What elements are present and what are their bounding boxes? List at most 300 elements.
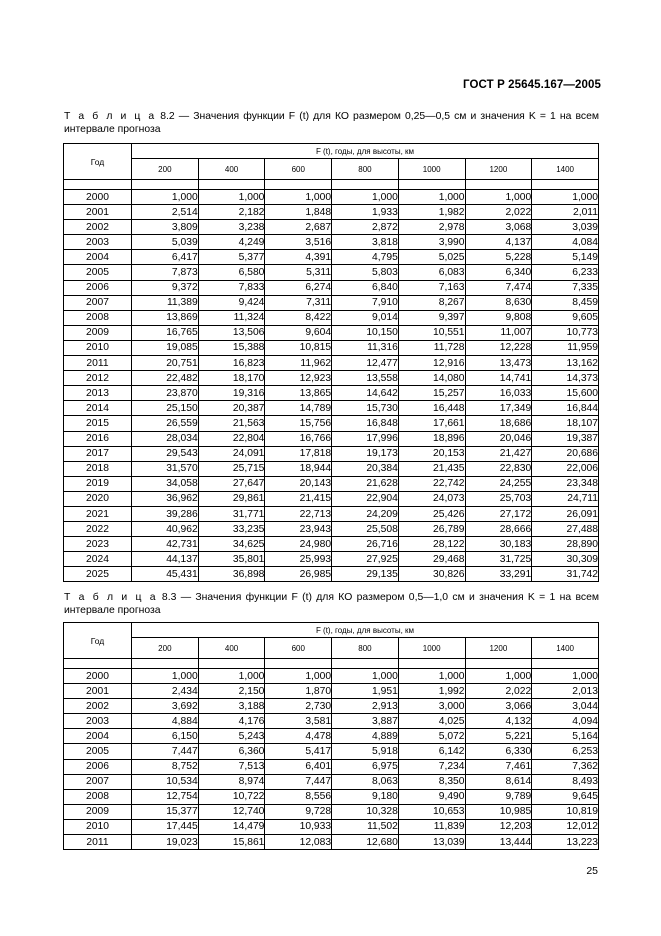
value-cell: 10,985 [465,804,532,819]
value-cell: 17,661 [398,416,465,431]
value-cell: 23,348 [532,476,599,491]
value-cell: 14,642 [332,386,399,401]
value-cell: 9,424 [198,295,265,310]
value-cell: 3,238 [198,220,265,235]
value-cell: 5,377 [198,250,265,265]
value-cell: 14,080 [398,371,465,386]
value-cell: 13,444 [465,835,532,850]
value-cell: 20,387 [198,401,265,416]
value-cell: 12,923 [265,371,332,386]
value-cell: 28,666 [465,522,532,537]
value-cell: 20,143 [265,476,332,491]
value-cell: 2,730 [265,699,332,714]
value-cell: 4,176 [198,714,265,729]
year-column-header: Год [64,144,132,180]
table-row [64,446,599,461]
value-cell: 5,221 [465,729,532,744]
table-row [64,669,599,684]
year-cell: 2000 [64,190,132,205]
value-cell: 10,534 [132,774,199,789]
value-cell: 1,000 [132,190,199,205]
document-header: ГОСТ Р 25645.167—2005 [463,79,601,91]
table-caption [64,110,599,136]
table-row [64,552,599,567]
value-cell: 39,286 [132,506,199,521]
value-cell: 1,000 [198,190,265,205]
value-cell: 12,228 [465,340,532,355]
year-cell: 2007 [64,774,132,789]
spacer-cell [332,659,399,669]
value-cell: 13,223 [532,835,599,850]
value-cell: 6,975 [332,759,399,774]
spacer-cell [265,659,332,669]
value-cell: 29,861 [198,491,265,506]
value-cell: 13,162 [532,356,599,371]
value-cell: 18,944 [265,461,332,476]
value-cell: 26,091 [532,506,599,521]
year-cell: 2000 [64,669,132,684]
altitude-header: 400 [198,638,265,659]
value-cell: 25,508 [332,522,399,537]
value-cell: 23,943 [265,522,332,537]
value-cell: 5,228 [465,250,532,265]
value-cell: 13,473 [465,356,532,371]
value-cell: 21,415 [265,491,332,506]
spacer-cell [265,180,332,190]
value-cell: 16,765 [132,325,199,340]
value-cell: 3,068 [465,220,532,235]
value-cell: 3,887 [332,714,399,729]
table-row [64,416,599,431]
value-cell: 2,022 [465,205,532,220]
value-cell: 8,422 [265,310,332,325]
value-cell: 11,502 [332,819,399,834]
value-cell: 4,137 [465,235,532,250]
value-cell: 4,391 [265,250,332,265]
spacer-cell [398,180,465,190]
table-row [64,295,599,310]
value-cell: 26,789 [398,522,465,537]
value-cell: 33,235 [198,522,265,537]
value-cell: 24,255 [465,476,532,491]
value-cell: 6,274 [265,280,332,295]
year-column-header: Год [64,623,132,659]
value-cell: 18,686 [465,416,532,431]
altitude-header: 1000 [398,159,465,180]
year-cell: 2019 [64,476,132,491]
value-cell: 29,135 [332,567,399,582]
value-cell: 9,645 [532,789,599,804]
value-cell: 9,789 [465,789,532,804]
function-header: F (t), годы, для высоты, км [132,623,599,638]
value-cell: 15,756 [265,416,332,431]
table-row [64,431,599,446]
altitude-header: 1200 [465,638,532,659]
value-cell: 3,809 [132,220,199,235]
value-cell: 3,000 [398,699,465,714]
value-cell: 27,488 [532,522,599,537]
value-cell: 21,427 [465,446,532,461]
year-cell: 2018 [64,461,132,476]
value-cell: 29,543 [132,446,199,461]
table-row [64,567,599,582]
value-cell: 1,000 [265,190,332,205]
value-cell: 5,243 [198,729,265,744]
data-table [63,622,599,850]
year-cell: 2004 [64,250,132,265]
value-cell: 6,142 [398,744,465,759]
value-cell: 22,713 [265,506,332,521]
value-cell: 1,000 [398,669,465,684]
value-cell: 22,804 [198,431,265,446]
year-cell: 2012 [64,371,132,386]
value-cell: 24,980 [265,537,332,552]
table-row [64,774,599,789]
altitude-header: 1400 [532,159,599,180]
table-row [64,744,599,759]
value-cell: 34,058 [132,476,199,491]
value-cell: 5,918 [332,744,399,759]
value-cell: 21,435 [398,461,465,476]
value-cell: 2,013 [532,684,599,699]
value-cell: 5,072 [398,729,465,744]
value-cell: 10,722 [198,789,265,804]
year-cell: 2007 [64,295,132,310]
value-cell: 2,687 [265,220,332,235]
value-cell: 13,506 [198,325,265,340]
value-cell: 28,890 [532,537,599,552]
value-cell: 28,034 [132,431,199,446]
year-cell: 2006 [64,759,132,774]
value-cell: 19,023 [132,835,199,850]
year-cell: 2003 [64,714,132,729]
value-cell: 15,388 [198,340,265,355]
value-cell: 12,680 [332,835,399,850]
value-cell: 16,033 [465,386,532,401]
value-cell: 11,839 [398,819,465,834]
value-cell: 4,889 [332,729,399,744]
table-row [64,804,599,819]
year-cell: 2001 [64,205,132,220]
value-cell: 4,025 [398,714,465,729]
value-cell: 1,848 [265,205,332,220]
value-cell: 19,316 [198,386,265,401]
value-cell: 9,490 [398,789,465,804]
table-row [64,476,599,491]
year-cell: 2006 [64,280,132,295]
caption-text: — Значения функции F (t) для КО размером 0,5—1,0 см и значения K = 1 на всем интервале прогноза [64,592,599,616]
value-cell: 15,600 [532,386,599,401]
value-cell: 34,625 [198,537,265,552]
spacer-cell [64,180,132,190]
spacer-cell [465,180,532,190]
value-cell: 12,740 [198,804,265,819]
value-cell: 16,448 [398,401,465,416]
value-cell: 16,844 [532,401,599,416]
year-cell: 2008 [64,789,132,804]
value-cell: 24,209 [332,506,399,521]
value-cell: 6,401 [265,759,332,774]
value-cell: 7,461 [465,759,532,774]
table-row [64,356,599,371]
value-cell: 3,818 [332,235,399,250]
year-cell: 2001 [64,684,132,699]
value-cell: 22,482 [132,371,199,386]
value-cell: 6,840 [332,280,399,295]
value-cell: 8,459 [532,295,599,310]
table-row [64,819,599,834]
table-row [64,205,599,220]
year-cell: 2023 [64,537,132,552]
value-cell: 4,094 [532,714,599,729]
table-row [64,461,599,476]
value-cell: 19,173 [332,446,399,461]
value-cell: 33,291 [465,567,532,582]
value-cell: 10,328 [332,804,399,819]
table-row [64,280,599,295]
value-cell: 3,188 [198,699,265,714]
value-cell: 22,006 [532,461,599,476]
altitude-header: 200 [132,638,199,659]
table-row [64,325,599,340]
value-cell: 7,873 [132,265,199,280]
value-cell: 31,771 [198,506,265,521]
spacer-cell [132,180,199,190]
value-cell: 27,647 [198,476,265,491]
value-cell: 29,468 [398,552,465,567]
value-cell: 4,884 [132,714,199,729]
value-cell: 6,083 [398,265,465,280]
value-cell: 20,153 [398,446,465,461]
year-cell: 2011 [64,356,132,371]
value-cell: 15,730 [332,401,399,416]
value-cell: 6,253 [532,744,599,759]
value-cell: 4,249 [198,235,265,250]
year-cell: 2004 [64,729,132,744]
value-cell: 12,754 [132,789,199,804]
value-cell: 13,865 [265,386,332,401]
value-cell: 2,913 [332,699,399,714]
value-cell: 17,818 [265,446,332,461]
table-row [64,506,599,521]
value-cell: 3,044 [532,699,599,714]
value-cell: 3,516 [265,235,332,250]
value-cell: 7,447 [265,774,332,789]
value-cell: 6,340 [465,265,532,280]
value-cell: 10,551 [398,325,465,340]
year-cell: 2005 [64,265,132,280]
value-cell: 20,751 [132,356,199,371]
value-cell: 17,349 [465,401,532,416]
spacer-cell [398,659,465,669]
table-row [64,235,599,250]
value-cell: 31,570 [132,461,199,476]
value-cell: 9,397 [398,310,465,325]
value-cell: 17,996 [332,431,399,446]
spacer-cell [532,180,599,190]
caption-label: Т а б л и ц а [64,592,158,603]
value-cell: 3,581 [265,714,332,729]
value-cell: 8,630 [465,295,532,310]
year-cell: 2025 [64,567,132,582]
caption-number: 8.3 [161,592,177,603]
value-cell: 6,330 [465,744,532,759]
value-cell: 13,869 [132,310,199,325]
value-cell: 7,311 [265,295,332,310]
value-cell: 10,815 [265,340,332,355]
caption-label: Т а б л и ц а [64,111,157,122]
value-cell: 18,896 [398,431,465,446]
value-cell: 27,925 [332,552,399,567]
value-cell: 23,870 [132,386,199,401]
value-cell: 40,962 [132,522,199,537]
value-cell: 3,990 [398,235,465,250]
altitude-header: 1200 [465,159,532,180]
value-cell: 12,477 [332,356,399,371]
value-cell: 1,000 [532,669,599,684]
value-cell: 7,234 [398,759,465,774]
value-cell: 30,309 [532,552,599,567]
table-caption [64,591,599,617]
table-row [64,714,599,729]
value-cell: 31,725 [465,552,532,567]
table-row [64,401,599,416]
value-cell: 30,183 [465,537,532,552]
value-cell: 2,872 [332,220,399,235]
value-cell: 25,993 [265,552,332,567]
value-cell: 12,203 [465,819,532,834]
value-cell: 7,910 [332,295,399,310]
table-row [64,190,599,205]
value-cell: 26,716 [332,537,399,552]
value-cell: 24,711 [532,491,599,506]
caption-text: — Значения функции F (t) для КО размером 0,25—0,5 см и значения K = 1 на всем интервале прогноза [64,111,600,135]
table-row [64,759,599,774]
value-cell: 13,039 [398,835,465,850]
value-cell: 8,974 [198,774,265,789]
altitude-header: 200 [132,159,199,180]
altitude-header: 1000 [398,638,465,659]
value-cell: 14,479 [198,819,265,834]
value-cell: 5,164 [532,729,599,744]
spacer-cell [198,659,265,669]
value-cell: 44,137 [132,552,199,567]
year-cell: 2002 [64,220,132,235]
value-cell: 1,000 [332,190,399,205]
table-row [64,265,599,280]
value-cell: 11,007 [465,325,532,340]
value-cell: 9,372 [132,280,199,295]
spacer-cell [132,659,199,669]
value-cell: 11,316 [332,340,399,355]
value-cell: 42,731 [132,537,199,552]
spacer-cell [465,659,532,669]
value-cell: 7,447 [132,744,199,759]
altitude-header: 400 [198,159,265,180]
value-cell: 1,000 [532,190,599,205]
year-cell: 2016 [64,431,132,446]
value-cell: 25,150 [132,401,199,416]
value-cell: 22,830 [465,461,532,476]
table-row [64,250,599,265]
value-cell: 14,373 [532,371,599,386]
value-cell: 12,916 [398,356,465,371]
value-cell: 17,445 [132,819,199,834]
altitude-header: 1400 [532,638,599,659]
value-cell: 2,978 [398,220,465,235]
value-cell: 1,000 [265,669,332,684]
value-cell: 7,513 [198,759,265,774]
value-cell: 6,580 [198,265,265,280]
value-cell: 6,233 [532,265,599,280]
value-cell: 4,084 [532,235,599,250]
value-cell: 9,605 [532,310,599,325]
value-cell: 5,311 [265,265,332,280]
page-number: 25 [586,865,598,877]
value-cell: 24,091 [198,446,265,461]
table-row [64,729,599,744]
value-cell: 11,959 [532,340,599,355]
year-cell: 2008 [64,310,132,325]
table-row [64,371,599,386]
value-cell: 11,389 [132,295,199,310]
value-cell: 2,011 [532,205,599,220]
value-cell: 30,826 [398,567,465,582]
value-cell: 1,992 [398,684,465,699]
value-cell: 36,962 [132,491,199,506]
value-cell: 27,172 [465,506,532,521]
value-cell: 11,324 [198,310,265,325]
table-row [64,310,599,325]
year-cell: 2021 [64,506,132,521]
value-cell: 28,122 [398,537,465,552]
year-cell: 2015 [64,416,132,431]
value-cell: 8,267 [398,295,465,310]
value-cell: 7,362 [532,759,599,774]
value-cell: 10,933 [265,819,332,834]
value-cell: 1,000 [398,190,465,205]
value-cell: 7,474 [465,280,532,295]
value-cell: 6,417 [132,250,199,265]
value-cell: 14,789 [265,401,332,416]
value-cell: 2,514 [132,205,199,220]
altitude-header: 600 [265,159,332,180]
value-cell: 10,773 [532,325,599,340]
value-cell: 8,752 [132,759,199,774]
value-cell: 26,985 [265,567,332,582]
value-cell: 7,163 [398,280,465,295]
value-cell: 2,434 [132,684,199,699]
value-cell: 25,703 [465,491,532,506]
data-table [63,143,599,582]
spacer-cell [532,659,599,669]
value-cell: 16,766 [265,431,332,446]
value-cell: 25,426 [398,506,465,521]
table-row [64,537,599,552]
table-row [64,340,599,355]
altitude-header: 800 [332,638,399,659]
value-cell: 7,833 [198,280,265,295]
value-cell: 11,962 [265,356,332,371]
value-cell: 8,063 [332,774,399,789]
value-cell: 9,604 [265,325,332,340]
year-cell: 2009 [64,325,132,340]
value-cell: 10,653 [398,804,465,819]
year-cell: 2002 [64,699,132,714]
value-cell: 9,014 [332,310,399,325]
caption-number: 8.2 [160,111,175,122]
value-cell: 10,819 [532,804,599,819]
